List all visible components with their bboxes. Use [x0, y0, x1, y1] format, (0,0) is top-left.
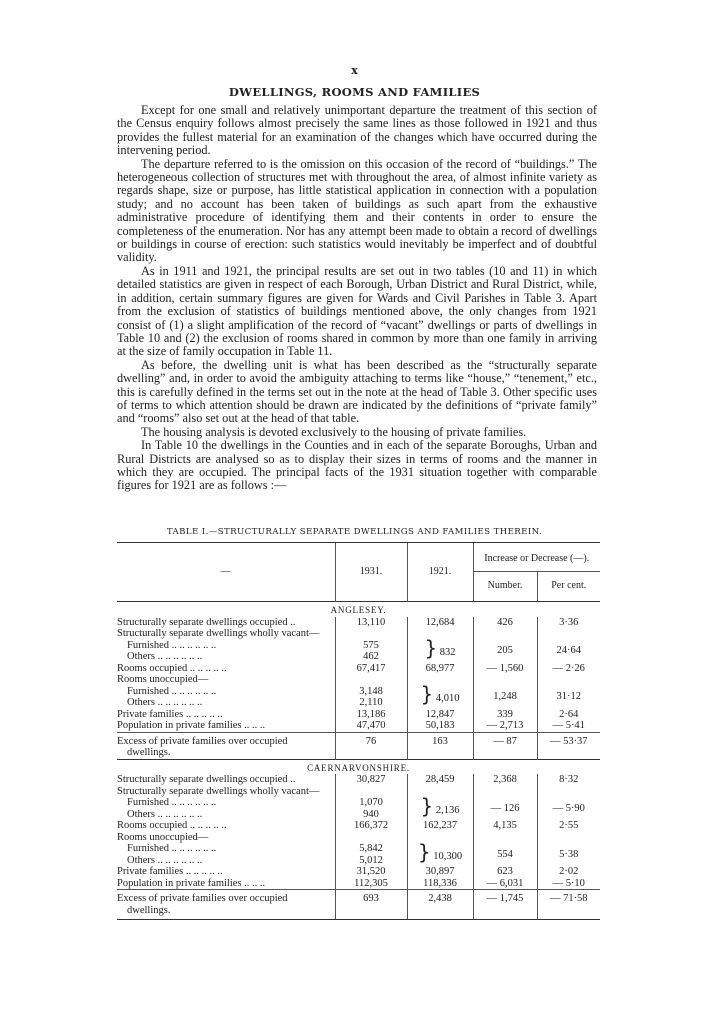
row-label: Private families .. .. .. .. .. [117, 866, 223, 877]
cell: 163 [407, 732, 473, 759]
row-label: Rooms occupied .. .. .. .. .. [117, 662, 227, 674]
row-label [117, 890, 335, 920]
cell: 8·32 [537, 774, 600, 786]
row-label: Population in private families .. .. .. [117, 877, 266, 889]
cell: 2·64 [537, 709, 600, 721]
cell: 118,336 [407, 878, 473, 890]
cell: 30,897 [407, 866, 473, 878]
cell: 2,136 [435, 804, 460, 816]
cell: — 126 [473, 797, 537, 820]
row-label: Furnished .. .. .. .. .. .. [127, 639, 217, 651]
row-label: Others .. .. .. .. .. .. [127, 697, 203, 708]
cell: 575 [335, 640, 407, 652]
cell: 13,186 [335, 709, 407, 721]
paragraph: As before, the dwelling unit is what has been described as the “structurally separate dwelling” and, in order to avoid the ambiguity attaching to terms like “house,” “tenement,” etc., this is carefully defined in the terms set out in the note at the head of Table 3. Other specific uses of terms to which attention should be drawn are indicated by the definitions of “private family” and “rooms” also set out at the head of that table. [117, 357, 597, 426]
cell: 28,459 [407, 774, 473, 786]
cell: — 2·26 [537, 663, 600, 675]
section-row [117, 759, 600, 774]
table-row [117, 617, 600, 629]
page-number: x [351, 64, 358, 77]
cell: 5,012 [335, 855, 407, 867]
row-label: Private families .. .. .. .. .. [117, 708, 223, 720]
cell: — 6,031 [473, 878, 537, 890]
cell: 13,110 [335, 617, 407, 629]
page-title: DWELLINGS, ROOMS AND FAMILIES [228, 85, 481, 99]
excess-label-cont: dwellings. [127, 747, 171, 758]
cell: — 1,560 [473, 663, 537, 675]
cell: — 53·37 [537, 732, 600, 759]
body-text [117, 104, 597, 493]
table-row [117, 832, 600, 844]
row-label: Population in private families .. .. .. [117, 720, 266, 731]
table-row [117, 774, 600, 786]
header-1931: 1931. [335, 543, 407, 602]
table-row [117, 797, 600, 809]
table-caption: TABLE I.—STRUCTURALLY SEPARATE DWELLINGS AND FAMILIES THEREIN. [166, 527, 543, 537]
table-row [117, 890, 600, 920]
table-row [117, 663, 600, 675]
header-blank: — [117, 543, 335, 602]
header-percent: Per cent. [537, 571, 600, 602]
excess-label: Excess of private families over occupied [117, 893, 288, 904]
cell: 5,842 [335, 843, 407, 855]
cell: 24·64 [537, 640, 600, 663]
table-row [117, 843, 600, 855]
row-label: Others .. .. .. .. .. .. [127, 808, 203, 820]
cell: 2,110 [335, 697, 407, 709]
cell: 623 [473, 866, 537, 878]
cell: 50,183 [407, 720, 473, 732]
cell: 31·12 [537, 686, 600, 709]
header-change: Increase or Decrease (—). [473, 543, 600, 572]
table-row [117, 720, 600, 732]
cell: 205 [473, 640, 537, 663]
row-label: Structurally separate dwellings wholly vacant— [117, 785, 320, 797]
cell: 2,438 [407, 890, 473, 920]
cell: 2·02 [537, 866, 600, 878]
cell: 166,372 [335, 820, 407, 832]
cell: 47,470 [335, 720, 407, 732]
header-number: Number. [473, 571, 537, 602]
cell: 30,827 [335, 774, 407, 786]
section-anglesey: ANGLESEY. [117, 602, 600, 617]
cell: — 5·41 [537, 720, 600, 732]
cell: 832 [439, 647, 456, 659]
cell: 2,368 [473, 774, 537, 786]
row-label: Rooms unoccupied— [117, 674, 209, 685]
cell: 5·38 [537, 843, 600, 866]
cell: 10,300 [433, 850, 463, 862]
table-row [117, 820, 600, 832]
cell: 112,305 [335, 878, 407, 890]
paragraph: The housing analysis is devoted exclusively to the housing of private families. [141, 424, 527, 439]
table-row [117, 686, 600, 698]
paragraph: The departure referred to is the omission on this occasion of the record of “buildings.” The heterogeneous collection of structures met with throughout the area, of almost infinite variety as regards shape, size or purpose, has little statistical application in connection with a population study; and no account has been taken of buildings as such apart from the exhaustive administrative procedure of identifying them and their contents in order to ensure the completeness of the enumeration. Nor has any attempt been made to obtain a record of dwellings or buildings in course of erection: such statistics would inevitably be imperfect and of doubtful validity. [117, 156, 597, 265]
paragraph: As in 1911 and 1921, the principal results are set out in two tables (10 and 11) in which detailed statistics are given in respect of each Borough, Urban District and Rural District, while, in addition, certain summary figures are given for Wards and Civil Parishes in Table 3. Apart from the exclusion of statistics of buildings mentioned above, the only changes from 1921 consist of (1) a slight amplification of the record of “vacant” dwellings or parts of dwellings in Table 10 and (2) the exclusion of rooms shared in common by more than one family in arriving at the size of family occupation in Table 11. [117, 263, 597, 359]
row-label: Structurally separate dwellings occupied .. [117, 774, 296, 785]
row-label: Others .. .. .. .. .. .. [127, 651, 203, 662]
table-row [117, 674, 600, 686]
cell: — 5·10 [537, 878, 600, 890]
cell: — 1,745 [473, 890, 537, 920]
cell: 1,070 [335, 797, 407, 809]
cell: — 71·58 [537, 890, 600, 920]
cell: — 5·90 [537, 797, 600, 820]
table-row [117, 628, 600, 640]
cell: 339 [473, 709, 537, 721]
row-label: Furnished .. .. .. .. .. .. [127, 685, 217, 697]
cell: 76 [335, 732, 407, 759]
row-label: Rooms occupied .. .. .. .. .. [117, 820, 227, 831]
cell: 67,417 [335, 663, 407, 675]
header-1921: 1921. [407, 543, 473, 602]
cell: 162,237 [407, 820, 473, 832]
bracketed-cell: } 4,010 [407, 686, 473, 709]
paragraph: Except for one small and relatively unimportant departure the treatment of this section of the Census enquiry follows almost precisely the same lines as those followed in 1921 and thus provides the fullest material for an examination of the changes which have occurred during the intervening period. [117, 103, 597, 158]
cell: 2·55 [537, 820, 600, 832]
table-row [117, 709, 600, 721]
row-label: Structurally separate dwellings wholly vacant— [117, 628, 320, 639]
cell: 31,520 [335, 866, 407, 878]
cell: 3,148 [335, 686, 407, 698]
table-row [117, 786, 600, 798]
cell: 462 [335, 651, 407, 663]
row-label [117, 732, 335, 759]
cell: 693 [335, 890, 407, 920]
bracketed-cell: } 10,300 [407, 843, 473, 866]
paragraph: In Table 10 the dwellings in the Counties and in each of the separate Boroughs, Urban and Rural Districts are analysed so as to display their sizes in terms of rooms and the manner in which they are occupied. The principal facts of the 1931 situation together with comparable figures for 1921 are as follows :— [117, 438, 597, 493]
section-row [117, 602, 600, 617]
row-label: Structurally separate dwellings occupied .. [117, 616, 296, 628]
section-caernarvonshire: CAERNARVONSHIRE. [117, 759, 600, 774]
cell: — 87 [473, 732, 537, 759]
cell: 4,135 [473, 820, 537, 832]
cell: 3·36 [537, 617, 600, 629]
table-row [117, 866, 600, 878]
cell: 1,248 [473, 686, 537, 709]
excess-label-cont: dwellings. [127, 904, 171, 916]
cell: — 2,713 [473, 720, 537, 732]
row-label: Furnished .. .. .. .. .. .. [127, 797, 217, 808]
table-row [117, 878, 600, 890]
cell: 4,010 [435, 693, 460, 705]
table-row [117, 640, 600, 652]
table-row [117, 732, 600, 759]
dwellings-table [117, 542, 600, 920]
cell: 426 [473, 617, 537, 629]
cell: 554 [473, 843, 537, 866]
bracketed-cell: } 2,136 [407, 797, 473, 820]
excess-label: Excess of private families over occupied [117, 735, 288, 747]
cell: 68,977 [407, 663, 473, 675]
row-label: Others .. .. .. .. .. .. [127, 854, 203, 866]
bracketed-cell: } 832 [407, 640, 473, 663]
table-header-row [117, 543, 600, 572]
cell: 940 [335, 809, 407, 821]
row-label: Rooms unoccupied— [117, 831, 209, 843]
cell: 12,684 [407, 617, 473, 629]
row-label: Furnished .. .. .. .. .. .. [127, 843, 217, 854]
cell: 12,847 [407, 709, 473, 721]
